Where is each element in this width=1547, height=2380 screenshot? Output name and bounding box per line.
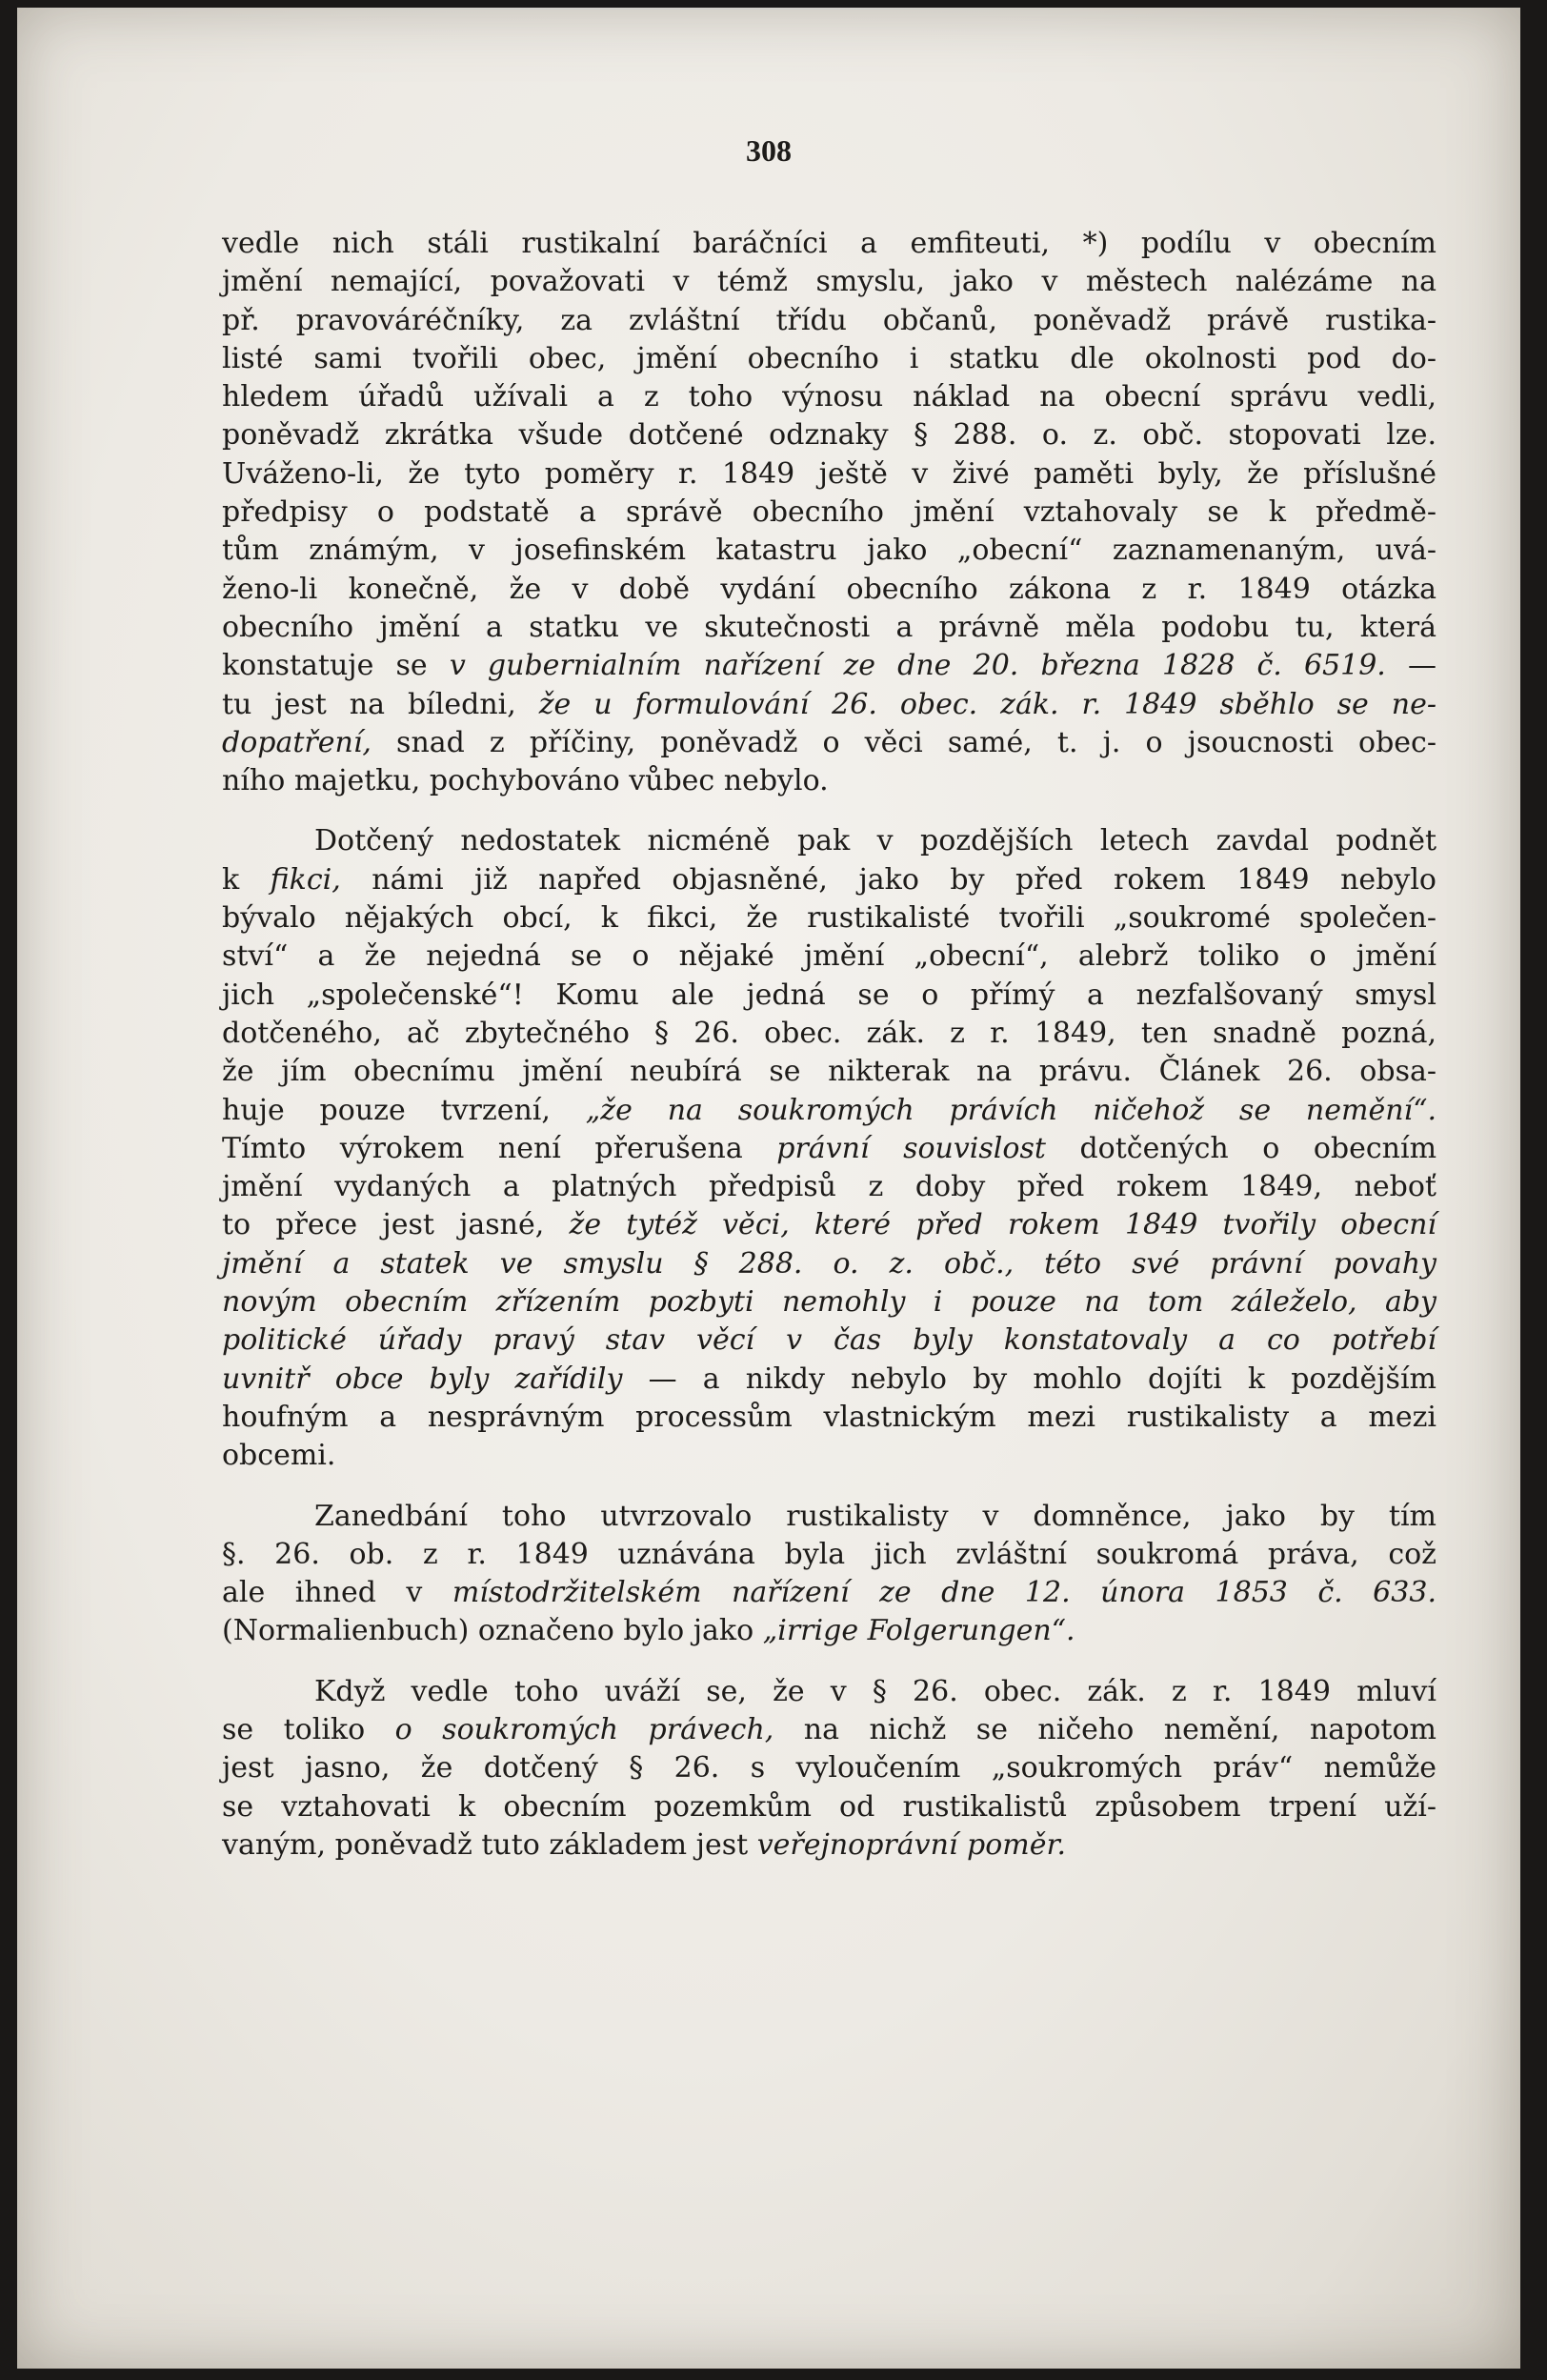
- italic-text: novým obecním zřízením pozbyti nemohly i pouze na tom záleželo, aby: [222, 1285, 1436, 1320]
- text: dotčeného, ač zbytečného § 26. obec. zák. z r. 1849, ten snadně pozná,: [222, 1016, 1436, 1050]
- text: př. pravováréčníky, za zvláštní třídu občanů, poněvadž právě rustika-: [222, 303, 1436, 337]
- text: dotčených o obecním: [1045, 1131, 1437, 1165]
- text-line: [222, 1092, 1436, 1130]
- text-line: [222, 1206, 1436, 1244]
- text: hledem úřadů užívali a z toho výnosu náklad na obecní správu vedli,: [222, 380, 1436, 414]
- text-line: [222, 532, 1436, 570]
- text: jest jasno, že dotčený § 26. s vyloučením „soukromých práv“ nemůže: [222, 1751, 1436, 1785]
- italic-text: že u formulování 26. obec. zák. r. 1849 sběhlo se ne-: [538, 687, 1436, 721]
- italic-text: „že na soukromých právích ničehož se nemění“.: [585, 1093, 1436, 1127]
- text: —: [1385, 649, 1437, 683]
- text-line: [222, 225, 1436, 263]
- italic-text: právní souvislost: [776, 1131, 1046, 1165]
- text: ního majetku, pochybováno vůbec nebylo.: [222, 764, 829, 798]
- italic-text: o soukromých právech,: [394, 1712, 774, 1746]
- text-line: [222, 1283, 1436, 1321]
- text: k: [222, 862, 271, 897]
- text: §. 26. ob. z r. 1849 uznávána byla jich zvláštní soukromá práva, což: [222, 1537, 1436, 1571]
- paragraph: [222, 225, 1436, 800]
- text-line: [222, 609, 1436, 647]
- text: houfným a nesprávným processům vlastnickým mezi rustikalisty a mezi: [222, 1400, 1436, 1434]
- text-line: [222, 977, 1436, 1015]
- text-line: [222, 1245, 1436, 1283]
- italic-text: uvnitř obce byly zařídily: [222, 1361, 623, 1396]
- text-line: [222, 1130, 1436, 1168]
- text-line: [222, 899, 1436, 938]
- text: Když vedle toho uváží se, že v § 26. obec. zák. z r. 1849 mluví: [314, 1674, 1436, 1708]
- text-line: [222, 1749, 1436, 1787]
- text: Uváženo-li, že tyto poměry r. 1849 ještě v živé paměti byly, že příslušné: [222, 456, 1436, 491]
- text: jich „společenské“! Komu ale jedná se o přímý a nezfalšovaný smysl: [222, 978, 1436, 1012]
- text: obcemi.: [222, 1439, 336, 1473]
- text-line: [222, 455, 1436, 494]
- text-line: [222, 762, 1436, 800]
- text: snad z příčiny, poněvadž o věci samé, t. j. o jsoucnosti obec-: [371, 725, 1436, 759]
- text-line: [222, 647, 1436, 685]
- text: huje pouze tvrzení,: [222, 1093, 586, 1127]
- text-line: [222, 938, 1436, 976]
- body-text: [222, 225, 1436, 1865]
- paragraph: [222, 1673, 1436, 1865]
- text-line: [222, 1612, 1436, 1650]
- text-line: [222, 822, 1436, 860]
- text-line: [222, 494, 1436, 532]
- text: ženo-li konečně, že v době vydání obecního zákona z r. 1849 otázka: [222, 572, 1436, 606]
- italic-text: „irrige Folgerungen“.: [762, 1614, 1075, 1648]
- text-line: [222, 1361, 1436, 1399]
- text-line: [222, 1826, 1436, 1865]
- text: předpisy o podstatě a správě obecního jmění vztahovaly se k předmě-: [222, 495, 1436, 530]
- text-line: [222, 340, 1436, 378]
- text: na nichž se ničeho nemění, napotom: [774, 1712, 1436, 1746]
- text-line: [222, 263, 1436, 301]
- text: námi již napřed objasněné, jako by před rokem 1849 nebylo: [340, 862, 1436, 897]
- text: obecního jmění a statku ve skutečnosti a právně měla podobu tu, která: [222, 610, 1436, 644]
- text-line: [222, 1673, 1436, 1711]
- text-line: [222, 302, 1436, 340]
- text-line: [222, 1321, 1436, 1360]
- text: jmění nemající, považovati v témž smyslu, jako v městech nalézáme na: [222, 265, 1436, 299]
- text: konstatuje se: [222, 649, 450, 683]
- text: to přece jest jasné,: [222, 1208, 570, 1242]
- text-line: [222, 1788, 1436, 1826]
- text: vedle nich stáli rustikalní baráčníci a emfiteuti, *) podílu v obecním: [222, 227, 1436, 260]
- text: jmění vydaných a platných předpisů z doby před rokem 1849, neboť: [222, 1170, 1436, 1204]
- text-line: [222, 378, 1436, 416]
- text-line: [222, 1574, 1436, 1612]
- italic-text: fikci,: [270, 862, 341, 897]
- text: tům známým, v josefinském katastru jako „obecní“ zaznamenaným, uvá-: [222, 534, 1436, 568]
- italic-text: dopatření,: [222, 725, 372, 759]
- text-line: [222, 1437, 1436, 1475]
- paragraph: [222, 822, 1436, 1475]
- text: ale ihned v: [222, 1576, 452, 1610]
- italic-text: politické úřady pravý stav věcí v čas byly konstatovaly a co potřebí: [222, 1323, 1436, 1358]
- text: Tímto výrokem není přerušena: [222, 1131, 777, 1165]
- paragraph: [222, 1498, 1436, 1651]
- text-line: [222, 1498, 1436, 1536]
- italic-text: místodržitelském nařízení ze dne 12. února 1853 č. 633.: [452, 1576, 1436, 1610]
- italic-text: že tytéž věci, které před rokem 1849 tvořily obecní: [569, 1208, 1436, 1242]
- text: se toliko: [222, 1712, 395, 1746]
- text-line: [222, 1536, 1436, 1574]
- text-line: [222, 1168, 1436, 1206]
- text-line: [222, 724, 1436, 762]
- text-line: [222, 1399, 1436, 1437]
- text-line: [222, 1015, 1436, 1053]
- text: se vztahovati k obecním pozemkům od rustikalistů způsobem trpení uží-: [222, 1789, 1436, 1824]
- italic-text: v gubernialním nařízení ze dne 20. března 1828 č. 6519.: [449, 649, 1386, 683]
- book-page: [17, 8, 1520, 2369]
- text: vaným, poněvadž tuto základem jest: [222, 1827, 757, 1862]
- page-number: 308: [746, 133, 792, 168]
- text-line: [222, 686, 1436, 724]
- text: Zanedbání toho utvrzovalo rustikalisty v domněnce, jako by tím: [314, 1499, 1436, 1533]
- text: Dotčený nedostatek nicméně pak v pozdějších letech zavdal podnět: [314, 824, 1436, 858]
- text-line: [222, 1053, 1436, 1091]
- text: ství“ a že nejedná se o nějaké jmění „obecní“, alebrž toliko o jmění: [222, 939, 1436, 974]
- italic-text: jmění a statek ve smyslu § 288. o. z. obč., této své právní povahy: [222, 1246, 1436, 1281]
- text: listé sami tvořili obec, jmění obecního i statku dle okolnosti pod do-: [222, 341, 1436, 375]
- text-line: [222, 861, 1436, 899]
- text: tu jest na bíledni,: [222, 687, 539, 721]
- text: že jím obecnímu jmění neubírá se nikterak na právu. Článek 26. obsa-: [222, 1055, 1436, 1089]
- text-line: [222, 571, 1436, 609]
- text: bývalo nějakých obcí, k fikci, že rustikalisté tvořili „soukromé společen-: [222, 901, 1436, 936]
- text: — a nikdy nebylo by mohlo dojíti k pozdějším: [622, 1361, 1436, 1396]
- text-line: [222, 1711, 1436, 1749]
- text: (Normalienbuch) označeno bylo jako: [222, 1614, 763, 1648]
- italic-text: veřejnoprávní poměr.: [756, 1827, 1067, 1862]
- text: poněvadž zkrátka všude dotčené odznaky § 288. o. z. obč. stopovati lze.: [222, 418, 1436, 453]
- text-line: [222, 416, 1436, 454]
